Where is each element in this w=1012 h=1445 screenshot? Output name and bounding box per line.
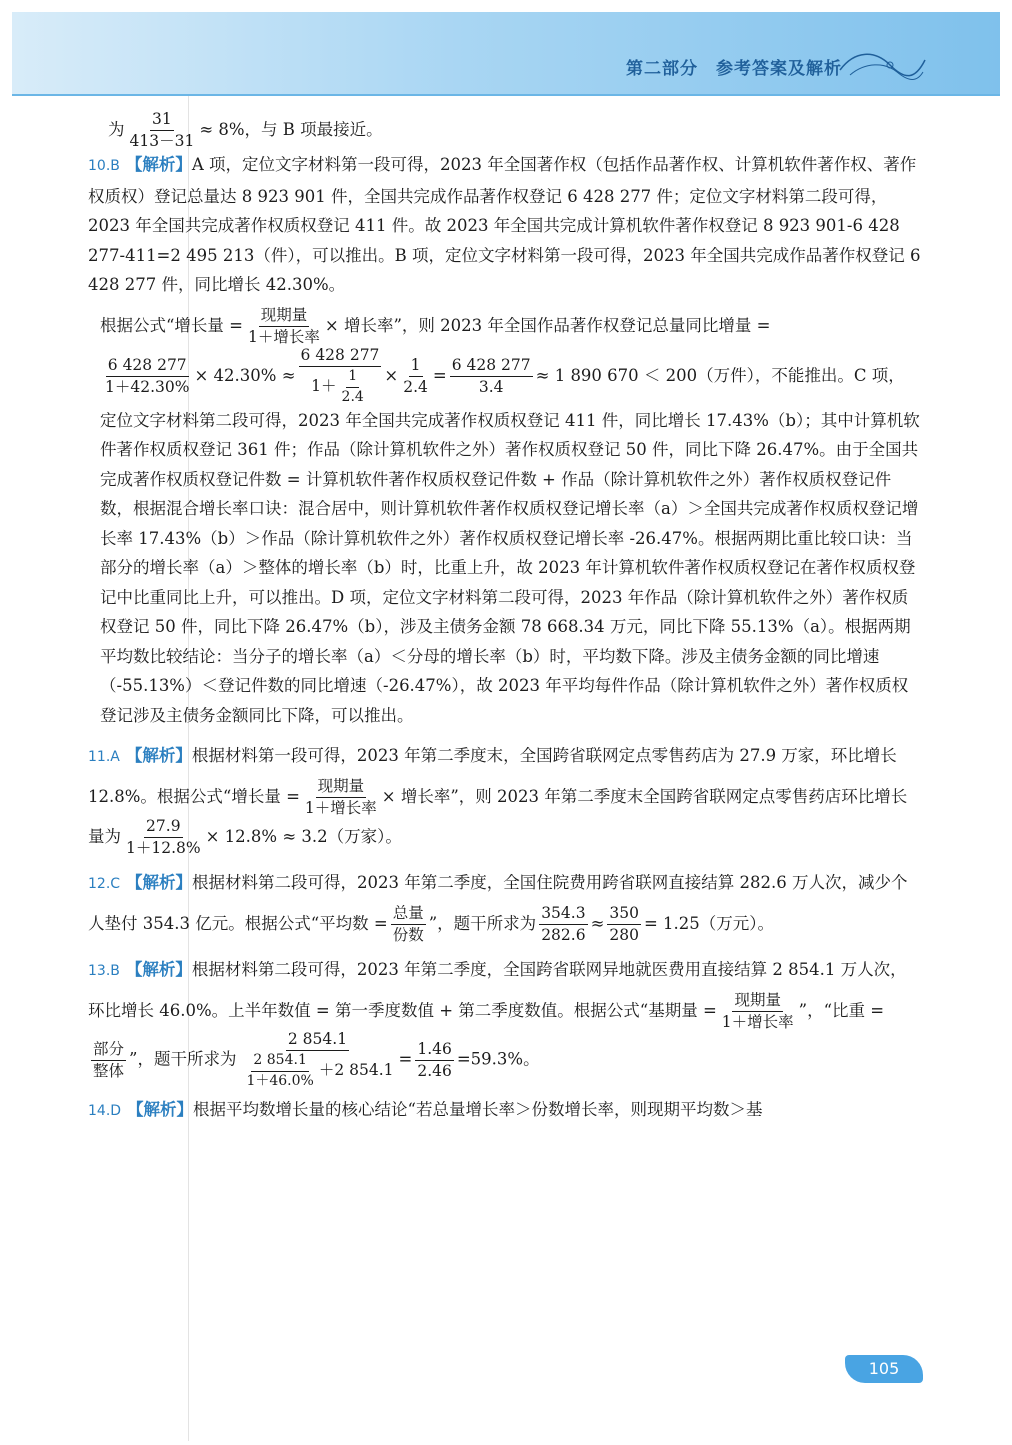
denominator: 2.4 <box>341 388 364 405</box>
answer-content <box>88 109 922 1127</box>
fraction <box>391 905 426 944</box>
fraction <box>450 357 533 396</box>
numerator: 现期量 <box>259 307 310 327</box>
analysis-tag: 【解析】 <box>125 960 192 980</box>
text: ≈ <box>590 914 605 934</box>
numerator: 1 <box>346 369 359 387</box>
denominator: 1＋12.8% <box>126 839 201 858</box>
denominator: 1＋增长率 <box>248 327 320 346</box>
analysis-tag: 【解析】 <box>125 746 192 766</box>
fraction <box>299 347 382 405</box>
text: ≈ 8%，与 B 项最接近。 <box>199 120 383 139</box>
text: × 42.30% ≈ <box>194 365 296 385</box>
q10-formula <box>100 306 922 346</box>
denominator: 282.6 <box>541 926 586 945</box>
denominator: 2.46 <box>417 1061 452 1080</box>
numerator: 部分 <box>91 1041 126 1061</box>
denominator: 1＋增长率 <box>304 799 377 818</box>
text: 为 <box>108 120 125 139</box>
numerator: 350 <box>607 905 641 925</box>
fraction <box>415 1041 454 1080</box>
fraction <box>246 307 322 346</box>
numerator: 354.3 <box>539 905 587 925</box>
numerator: 现期量 <box>732 992 783 1012</box>
q14-explanation <box>88 1095 922 1127</box>
fraction <box>124 818 203 857</box>
text: × <box>384 365 399 385</box>
fraction <box>401 357 430 396</box>
fraction <box>607 905 641 944</box>
fraction <box>91 1041 126 1080</box>
question-number: 10.B <box>88 158 120 175</box>
text: ”，题干所求为 <box>428 914 537 934</box>
question-number: 13.B <box>88 963 120 980</box>
header-title: 第二部分 参考答案及解析 <box>626 59 842 79</box>
text: 根据公式“增长量 = <box>100 315 244 335</box>
analysis-tag: 【解析】 <box>126 873 193 893</box>
question-number: 11.A <box>88 749 120 766</box>
text: ≈ 1 890 670 ＜ 200（万件），不能推出。C 项， <box>535 365 905 385</box>
denominator <box>309 367 371 405</box>
numerator: 6 428 277 <box>106 357 189 377</box>
q10-para1 <box>88 150 922 300</box>
text: = <box>432 365 447 385</box>
text: × 12.8% ≈ 3.2（万家）。 <box>205 827 402 847</box>
question-number: 14.D <box>88 1103 122 1120</box>
text: 根据材料第一段可得，2023 年第二季度末，全国跨省联网定点零售药店为 27.9 万家，环比增长 12.8%。根据公式“增长量 = <box>88 746 897 807</box>
numerator: 1 <box>409 357 423 377</box>
denominator: 2.4 <box>403 377 428 396</box>
text: = <box>398 1049 413 1069</box>
q13-explanation <box>88 950 922 1089</box>
text: 根据材料第二段可得，2023 年第二季度，全国跨省联网异地就医费用直接结算 2 854.1 万人次，环比增长 46.0%。上半年数值 = 第一季度数值 + 第二季度数值。根据公式“基期量 = <box>88 960 907 1021</box>
fraction <box>720 992 796 1031</box>
q12-explanation <box>88 863 922 944</box>
text: = 1.25（万元）。 <box>643 914 775 934</box>
denominator: 413－31 <box>129 132 195 150</box>
analysis-tag: 【解析】 <box>125 155 192 175</box>
q10-para2: 定位文字材料第二段可得，2023 年全国共完成著作权质权登记 411 件，同比增长 17.43%（b）；其中计算机软件著作权质权登记 361 件；作品（除计算机软件之外）著作权质权登记 50 件，同比下降 26.47%。由于全国共完成著作权质权登记件数 = 计算机软件著作权质权登记件数 + 作品（除计算机软件之外）著作权质权登记件数，根据混合增长率口诀：混合居中，则计算机软件著作权质权登记增长率（a）＞全国共完成著作权质权登记增长率 17.43%（b）＞作品（除计算机软件之外）著作权质权登记增长率 -26.47%。根据两期比重比较口诀：当部分的增长率（a）＞整体的增长率（b）时，比重上升，故 2023 年计算机软件著作权质权登记在著作权质权登记中比重同比上升，可以推出。D 项，定位文字材料第二段可得，2023 年作品（除计算机软件之外）著作权质权登记 50 件，同比下降 26.47%（b），涉及主债务金额 78 668.34 万元，同比下降 55.13%（a）。根据两期平均数比较结论：当分子的增长率（a）＜分母的增长率（b）时，平均数下降。涉及主债务金额的同比增速（-55.13%）＜登记件数的同比增速（-26.47%），故 2023 年平均每件作品（除计算机软件之外）著作权质权登记涉及主债务金额同比下降，可以推出。 <box>100 410 920 725</box>
denominator: 3.4 <box>478 377 504 396</box>
text: 1＋ <box>311 377 337 396</box>
numerator: 2 854.1 <box>251 1053 308 1071</box>
analysis-tag: 【解析】 <box>127 1100 194 1120</box>
text: ”，“比重 = <box>798 1001 885 1021</box>
fraction <box>128 111 197 150</box>
text: 根据平均数增长量的核心结论“若总量增长率＞份数增长率，则现期平均数＞基 <box>193 1100 763 1120</box>
text: 根据材料第二段可得，2023 年第二季度，全国住院费用跨省联网直接结算 282.6 万人次，减少个人垫付 354.3 亿元。根据公式“平均数 = <box>88 873 908 934</box>
nested-fraction <box>244 1053 315 1089</box>
numerator: 总量 <box>391 905 426 925</box>
fraction <box>103 357 191 396</box>
q9-tail <box>108 110 922 150</box>
header-divider <box>12 94 1000 96</box>
denominator: 280 <box>609 926 639 945</box>
swirl-ornament-icon <box>835 40 930 85</box>
question-number: 12.C <box>88 876 121 893</box>
text: A 项，定位文字材料第一段可得，2023 年全国著作权（包括作品著作权、计算机软件著作权、著作权质权）登记总量达 8 923 901 件，全国共完成作品著作权登记 6 428 277 件；定位文字材料第二段可得，2023 年全国共完成著作权质权登记 411 件。故 2023 年全国共完成计算机软件著作权登记 8 923 901-6 428 277-411=2 495 213（件），可以推出。B 项，定位文字材料第一段可得，2023 年全国共完成作品著作权登记 6 428 277 件，同比增长 42.30%。 <box>88 155 921 295</box>
fraction <box>303 778 379 817</box>
text: × 增长率”，则 2023 年全国作品著作权登记总量同比增量 = <box>324 315 771 335</box>
numerator: 27.9 <box>144 818 183 838</box>
text: ＋2 854.1 <box>318 1061 394 1080</box>
denominator: 1＋42.30% <box>105 377 190 396</box>
numerator: 31 <box>150 111 174 131</box>
numerator: 6 428 277 <box>299 347 382 367</box>
numerator: 2 854.1 <box>286 1031 349 1051</box>
denominator: 1＋46.0% <box>246 1072 314 1089</box>
denominator: 1＋增长率 <box>721 1013 794 1032</box>
q11-explanation <box>88 736 922 857</box>
nested-fraction <box>340 369 366 405</box>
numerator: 现期量 <box>316 778 367 798</box>
fraction <box>239 1031 395 1089</box>
denominator: 整体 <box>93 1061 125 1080</box>
text: ”，题干所求为 <box>129 1049 237 1069</box>
numerator: 6 428 277 <box>450 357 533 377</box>
text: =59.3%。 <box>456 1049 540 1069</box>
page-number-badge: 105 <box>845 1355 923 1383</box>
denominator: 份数 <box>392 926 424 945</box>
fraction <box>539 905 587 944</box>
text: × 增长率”，则 2023 年第二季度末全国跨省联网定点零售药店环比增长量为 <box>88 787 908 847</box>
q10-calculation <box>100 346 922 406</box>
denominator <box>239 1051 395 1089</box>
q10-explanation <box>88 150 922 730</box>
numerator: 1.46 <box>415 1041 454 1061</box>
